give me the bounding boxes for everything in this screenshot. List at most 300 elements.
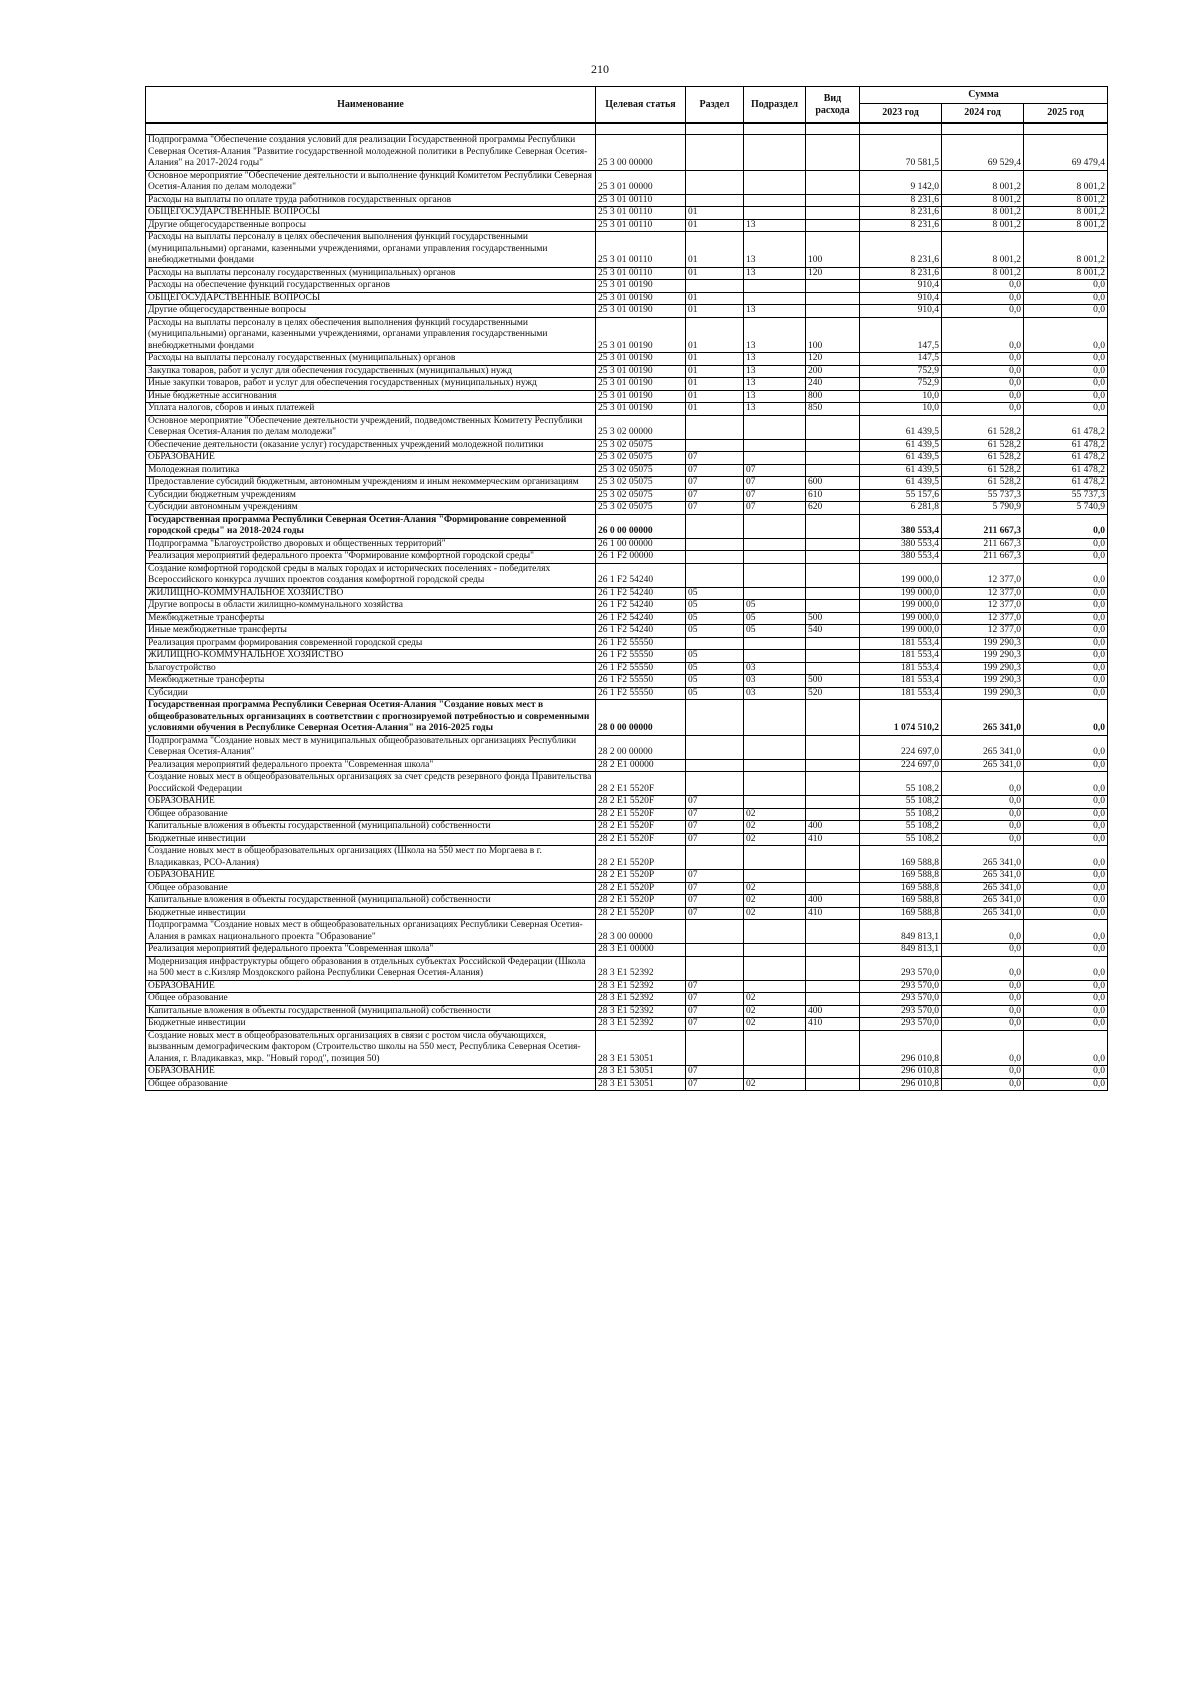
cell-2024: 0,0: [942, 772, 1024, 796]
cell-2025: 8 001,2: [1024, 170, 1108, 194]
cell-2024: 0,0: [942, 993, 1024, 1006]
cell-2025: 0,0: [1024, 920, 1108, 944]
cell-subsection: [744, 650, 806, 663]
cell-section: 01: [686, 232, 744, 268]
header-section: Раздел: [686, 87, 744, 124]
cell-2023: 910,4: [860, 292, 942, 305]
cell-subsection: 07: [744, 502, 806, 515]
cell-2025: 5 740,9: [1024, 502, 1108, 515]
cell-2025: 8 001,2: [1024, 232, 1108, 268]
cell-section: [686, 439, 744, 452]
cell-section: 07: [686, 1005, 744, 1018]
cell-2025: 0,0: [1024, 735, 1108, 759]
table-row: [146, 796, 1108, 809]
cell-2025: 0,0: [1024, 796, 1108, 809]
cell-2023: 199 000,0: [860, 587, 942, 600]
cell-target: 25 3 01 00190: [596, 292, 686, 305]
cell-target: 28 0 00 00000: [596, 700, 686, 736]
cell-subsection: 07: [744, 464, 806, 477]
cell-target: 28 2 00 00000: [596, 735, 686, 759]
cell-name: Расходы на выплаты по оплате труда работников государственных органов: [146, 194, 596, 207]
cell-2024: 0,0: [942, 353, 1024, 366]
cell-2025: 0,0: [1024, 1030, 1108, 1066]
cell-section: [686, 1030, 744, 1066]
cell-2024: 199 290,3: [942, 637, 1024, 650]
cell-subsection: 13: [744, 390, 806, 403]
cell-2024: 8 001,2: [942, 194, 1024, 207]
cell-expense-type: [806, 1078, 860, 1091]
cell-name: Общее образование: [146, 1078, 596, 1091]
table-row: [146, 489, 1108, 502]
cell-2025: 0,0: [1024, 612, 1108, 625]
cell-2023: 70 581,5: [860, 135, 942, 171]
cell-expense-type: [806, 305, 860, 318]
cell-subsection: 02: [744, 895, 806, 908]
cell-expense-type: [806, 207, 860, 220]
cell-2023: 296 010,8: [860, 1030, 942, 1066]
cell-2023: 169 588,8: [860, 870, 942, 883]
cell-2023: 293 570,0: [860, 1005, 942, 1018]
cell-section: 01: [686, 403, 744, 416]
cell-2024: 211 667,3: [942, 538, 1024, 551]
cell-target: 25 3 02 05075: [596, 452, 686, 465]
cell-2025: 0,0: [1024, 1066, 1108, 1079]
cell-2023: 296 010,8: [860, 1078, 942, 1091]
cell-2023: 8 231,6: [860, 232, 942, 268]
cell-2024: 199 290,3: [942, 687, 1024, 700]
cell-2025: 0,0: [1024, 600, 1108, 613]
cell-2025: 0,0: [1024, 687, 1108, 700]
table-row: [146, 563, 1108, 587]
cell-subsection: 13: [744, 378, 806, 391]
cell-name: Капитальные вложения в объекты государственной (муниципальной) собственности: [146, 821, 596, 834]
cell-expense-type: 610: [806, 489, 860, 502]
cell-2025: 0,0: [1024, 280, 1108, 293]
cell-expense-type: 120: [806, 353, 860, 366]
cell-2023: 8 231,6: [860, 219, 942, 232]
cell-subsection: 13: [744, 317, 806, 353]
table-row: [146, 907, 1108, 920]
cell-section: 07: [686, 808, 744, 821]
table-row: [146, 687, 1108, 700]
cell-expense-type: 400: [806, 821, 860, 834]
cell-target: 26 1 F2 54240: [596, 587, 686, 600]
cell-section: [686, 170, 744, 194]
cell-subsection: 02: [744, 1078, 806, 1091]
cell-target: 28 3 E1 52392: [596, 1018, 686, 1031]
cell-name: Реализация мероприятий федерального проекта "Современная школа": [146, 944, 596, 957]
cell-target: 25 3 01 00110: [596, 267, 686, 280]
cell-subsection: [744, 980, 806, 993]
cell-2025: 0,0: [1024, 514, 1108, 538]
cell-section: [686, 194, 744, 207]
cell-name: Основное мероприятие "Обеспечение деятельности и выполнение функций Комитетом Республики Северная Осетия-Алания по делам молодежи": [146, 170, 596, 194]
cell-target: 25 3 02 05075: [596, 464, 686, 477]
cell-subsection: 13: [744, 353, 806, 366]
cell-2023: 10,0: [860, 390, 942, 403]
table-row: [146, 1066, 1108, 1079]
table-row: [146, 846, 1108, 870]
table-row: [146, 415, 1108, 439]
cell-target: 26 1 F2 55550: [596, 675, 686, 688]
cell-name: Другие общегосударственные вопросы: [146, 219, 596, 232]
cell-2025: 0,0: [1024, 1005, 1108, 1018]
cell-subsection: [744, 1030, 806, 1066]
cell-section: 01: [686, 305, 744, 318]
cell-target: 25 3 01 00110: [596, 219, 686, 232]
table-row: [146, 662, 1108, 675]
cell-target: 28 3 E1 52392: [596, 993, 686, 1006]
table-header: [146, 87, 1108, 135]
cell-2025: 0,0: [1024, 1018, 1108, 1031]
cell-2023: 61 439,5: [860, 439, 942, 452]
cell-2024: 265 341,0: [942, 735, 1024, 759]
cell-2025: 0,0: [1024, 403, 1108, 416]
cell-2024: 0,0: [942, 808, 1024, 821]
cell-target: 28 2 E1 5520P: [596, 895, 686, 908]
cell-name: Расходы на выплаты персоналу в целях обеспечения выполнения функций государственными (муниципальными) органами, казенными учреждениями, органами управления государственными внебюджетными фондами: [146, 232, 596, 268]
cell-expense-type: 850: [806, 403, 860, 416]
table-row: [146, 956, 1108, 980]
cell-2025: 0,0: [1024, 700, 1108, 736]
cell-2025: 0,0: [1024, 980, 1108, 993]
cell-2023: 10,0: [860, 403, 942, 416]
cell-target: 28 2 E1 5520P: [596, 870, 686, 883]
cell-name: Субсидии: [146, 687, 596, 700]
cell-2025: 8 001,2: [1024, 219, 1108, 232]
header-subsection: Подраздел: [744, 87, 806, 124]
cell-2025: 0,0: [1024, 846, 1108, 870]
cell-2023: 61 439,5: [860, 464, 942, 477]
cell-2025: 0,0: [1024, 993, 1108, 1006]
table-row: [146, 600, 1108, 613]
table-row: [146, 194, 1108, 207]
table-row: [146, 920, 1108, 944]
cell-2023: 55 108,2: [860, 833, 942, 846]
cell-expense-type: 120: [806, 267, 860, 280]
cell-subsection: 02: [744, 1018, 806, 1031]
cell-2025: 0,0: [1024, 956, 1108, 980]
cell-2024: 0,0: [942, 403, 1024, 416]
cell-expense-type: 600: [806, 477, 860, 490]
cell-section: 01: [686, 219, 744, 232]
cell-expense-type: [806, 135, 860, 171]
cell-2024: 0,0: [942, 292, 1024, 305]
table-row: [146, 292, 1108, 305]
cell-target: 26 1 F2 55550: [596, 650, 686, 663]
cell-2023: 55 108,2: [860, 796, 942, 809]
cell-2024: 199 290,3: [942, 675, 1024, 688]
cell-2024: 0,0: [942, 1030, 1024, 1066]
cell-subsection: 13: [744, 232, 806, 268]
cell-section: 07: [686, 882, 744, 895]
cell-2025: 0,0: [1024, 662, 1108, 675]
cell-2023: 6 281,8: [860, 502, 942, 515]
cell-target: 25 3 01 00190: [596, 280, 686, 293]
cell-name: Реализация программ формирования современной городской среды: [146, 637, 596, 650]
cell-target: 28 2 E1 5520F: [596, 772, 686, 796]
cell-section: 01: [686, 378, 744, 391]
cell-subsection: [744, 735, 806, 759]
cell-subsection: 07: [744, 477, 806, 490]
cell-expense-type: [806, 452, 860, 465]
cell-2023: 1 074 510,2: [860, 700, 942, 736]
table-row: [146, 353, 1108, 366]
header-2024: 2024 год: [942, 104, 1024, 124]
cell-subsection: [744, 439, 806, 452]
cell-2025: 0,0: [1024, 305, 1108, 318]
cell-subsection: [744, 170, 806, 194]
cell-2023: 169 588,8: [860, 907, 942, 920]
cell-section: 07: [686, 833, 744, 846]
cell-section: [686, 956, 744, 980]
cell-subsection: [744, 637, 806, 650]
cell-2025: 0,0: [1024, 759, 1108, 772]
cell-subsection: 13: [744, 267, 806, 280]
cell-subsection: 07: [744, 489, 806, 502]
cell-expense-type: [806, 464, 860, 477]
cell-2025: 0,0: [1024, 625, 1108, 638]
cell-section: 05: [686, 600, 744, 613]
cell-expense-type: [806, 920, 860, 944]
cell-section: 01: [686, 353, 744, 366]
cell-name: Общее образование: [146, 993, 596, 1006]
cell-2025: 8 001,2: [1024, 267, 1108, 280]
cell-subsection: 03: [744, 675, 806, 688]
cell-section: 05: [686, 625, 744, 638]
cell-2025: 0,0: [1024, 1078, 1108, 1091]
cell-2024: 8 001,2: [942, 170, 1024, 194]
cell-name: ОБРАЗОВАНИЕ: [146, 796, 596, 809]
cell-expense-type: [806, 415, 860, 439]
cell-2023: 296 010,8: [860, 1066, 942, 1079]
table-row: [146, 1030, 1108, 1066]
cell-subsection: 03: [744, 687, 806, 700]
cell-name: ОБЩЕГОСУДАРСТВЕННЫЕ ВОПРОСЫ: [146, 292, 596, 305]
cell-subsection: [744, 280, 806, 293]
cell-subsection: 05: [744, 625, 806, 638]
cell-expense-type: [806, 980, 860, 993]
cell-subsection: [744, 920, 806, 944]
table-row: [146, 759, 1108, 772]
cell-section: 01: [686, 207, 744, 220]
cell-2024: 0,0: [942, 796, 1024, 809]
cell-target: 26 1 F2 54240: [596, 563, 686, 587]
cell-2024: 0,0: [942, 944, 1024, 957]
cell-2024: 12 377,0: [942, 625, 1024, 638]
cell-subsection: 05: [744, 612, 806, 625]
cell-subsection: [744, 700, 806, 736]
cell-expense-type: [806, 882, 860, 895]
cell-expense-type: 500: [806, 675, 860, 688]
cell-name: Субсидии автономным учреждениям: [146, 502, 596, 515]
table-row: [146, 365, 1108, 378]
cell-subsection: [744, 587, 806, 600]
cell-2023: 849 813,1: [860, 920, 942, 944]
cell-target: 28 3 E1 52392: [596, 1005, 686, 1018]
cell-subsection: [744, 1066, 806, 1079]
cell-target: 25 3 00 00000: [596, 135, 686, 171]
cell-2023: 55 108,2: [860, 821, 942, 834]
cell-2023: 169 588,8: [860, 846, 942, 870]
cell-name: Создание новых мест в общеобразовательных организациях (Школа на 550 мест по Моргаева в г. Владикавказ, РСО-Алания): [146, 846, 596, 870]
cell-2025: 8 001,2: [1024, 207, 1108, 220]
table-row: [146, 870, 1108, 883]
table-row: [146, 637, 1108, 650]
cell-2023: 380 553,4: [860, 514, 942, 538]
cell-2023: 224 697,0: [860, 759, 942, 772]
cell-section: 07: [686, 796, 744, 809]
cell-2025: 69 479,4: [1024, 135, 1108, 171]
cell-2025: 61 478,2: [1024, 439, 1108, 452]
cell-expense-type: 100: [806, 317, 860, 353]
cell-name: Другие вопросы в области жилищно-коммунального хозяйства: [146, 600, 596, 613]
cell-expense-type: [806, 587, 860, 600]
cell-section: 07: [686, 870, 744, 883]
cell-2023: 55 157,6: [860, 489, 942, 502]
cell-expense-type: 200: [806, 365, 860, 378]
cell-2024: 0,0: [942, 305, 1024, 318]
table-row: [146, 821, 1108, 834]
cell-expense-type: [806, 637, 860, 650]
cell-2024: 61 528,2: [942, 415, 1024, 439]
cell-section: 05: [686, 662, 744, 675]
cell-target: 25 3 01 00190: [596, 390, 686, 403]
cell-2025: 0,0: [1024, 538, 1108, 551]
cell-subsection: 02: [744, 993, 806, 1006]
cell-expense-type: [806, 944, 860, 957]
cell-target: 28 3 E1 53051: [596, 1066, 686, 1079]
cell-2024: 12 377,0: [942, 563, 1024, 587]
cell-subsection: [744, 538, 806, 551]
cell-section: 07: [686, 464, 744, 477]
cell-section: [686, 280, 744, 293]
cell-2024: 0,0: [942, 821, 1024, 834]
table-row: [146, 135, 1108, 171]
cell-expense-type: 800: [806, 390, 860, 403]
table-row: [146, 232, 1108, 268]
cell-2024: 61 528,2: [942, 439, 1024, 452]
cell-subsection: [744, 846, 806, 870]
cell-section: [686, 514, 744, 538]
cell-name: Предоставление субсидий бюджетным, автономным учреждениям и иным некоммерческим организациям: [146, 477, 596, 490]
cell-name: ОБРАЗОВАНИЕ: [146, 980, 596, 993]
cell-subsection: 02: [744, 882, 806, 895]
cell-section: 07: [686, 821, 744, 834]
cell-2025: 0,0: [1024, 772, 1108, 796]
cell-section: 05: [686, 612, 744, 625]
cell-section: [686, 920, 744, 944]
table-row: [146, 219, 1108, 232]
cell-2023: 169 588,8: [860, 895, 942, 908]
cell-2023: 61 439,5: [860, 452, 942, 465]
cell-2024: 8 001,2: [942, 232, 1024, 268]
cell-2025: 0,0: [1024, 808, 1108, 821]
cell-2024: 0,0: [942, 365, 1024, 378]
cell-name: Расходы на выплаты персоналу государственных (муниципальных) органов: [146, 267, 596, 280]
cell-subsection: 13: [744, 365, 806, 378]
cell-target: 25 3 01 00190: [596, 403, 686, 416]
table-row: [146, 502, 1108, 515]
cell-subsection: 13: [744, 403, 806, 416]
cell-section: 01: [686, 390, 744, 403]
cell-2023: 910,4: [860, 305, 942, 318]
cell-section: [686, 563, 744, 587]
cell-2024: 12 377,0: [942, 600, 1024, 613]
cell-target: 26 1 F2 55550: [596, 662, 686, 675]
cell-name: Молодежная политика: [146, 464, 596, 477]
table-row: [146, 452, 1108, 465]
cell-subsection: [744, 796, 806, 809]
table-row: [146, 612, 1108, 625]
cell-2023: 61 439,5: [860, 477, 942, 490]
cell-target: 25 3 02 05075: [596, 502, 686, 515]
cell-subsection: 02: [744, 821, 806, 834]
cell-name: Создание новых мест в общеобразовательных организациях за счет средств резервного фонда Правительства Российской Федерации: [146, 772, 596, 796]
cell-2023: 380 553,4: [860, 551, 942, 564]
cell-expense-type: 410: [806, 1018, 860, 1031]
cell-name: Иные бюджетные ассигнования: [146, 390, 596, 403]
cell-section: [686, 759, 744, 772]
cell-2023: 752,9: [860, 365, 942, 378]
table-row: [146, 551, 1108, 564]
cell-2024: 211 667,3: [942, 551, 1024, 564]
cell-2024: 69 529,4: [942, 135, 1024, 171]
table-row: [146, 514, 1108, 538]
table-row: [146, 735, 1108, 759]
cell-2025: 55 737,3: [1024, 489, 1108, 502]
cell-target: 25 3 01 00110: [596, 207, 686, 220]
cell-2024: 211 667,3: [942, 514, 1024, 538]
cell-2024: 199 290,3: [942, 662, 1024, 675]
cell-name: Государственная программа Республики Северная Осетия-Алания "Создание новых мест в общеобразовательных организациях в соответствии с прогнозируемой потребностью и современными условиями обучения в Республике Северная Осетия-Алания" на 2016-2025 годы: [146, 700, 596, 736]
cell-2023: 147,5: [860, 353, 942, 366]
cell-subsection: [744, 135, 806, 171]
cell-2024: 61 528,2: [942, 452, 1024, 465]
cell-name: ЖИЛИЩНО-КОММУНАЛЬНОЕ ХОЗЯЙСТВО: [146, 650, 596, 663]
cell-name: Закупка товаров, работ и услуг для обеспечения государственных (муниципальных) нужд: [146, 365, 596, 378]
cell-target: 28 2 E1 5520F: [596, 833, 686, 846]
cell-section: 07: [686, 477, 744, 490]
cell-2023: 9 142,0: [860, 170, 942, 194]
cell-2023: 181 553,4: [860, 675, 942, 688]
table-row: [146, 390, 1108, 403]
cell-target: 28 3 E1 53051: [596, 1078, 686, 1091]
cell-subsection: [744, 956, 806, 980]
cell-name: Бюджетные инвестиции: [146, 833, 596, 846]
cell-expense-type: [806, 439, 860, 452]
cell-2023: 169 588,8: [860, 882, 942, 895]
cell-2024: 265 341,0: [942, 907, 1024, 920]
cell-section: 07: [686, 502, 744, 515]
cell-2025: 0,0: [1024, 390, 1108, 403]
cell-subsection: [744, 452, 806, 465]
cell-2024: 0,0: [942, 956, 1024, 980]
cell-expense-type: [806, 1030, 860, 1066]
cell-expense-type: [806, 956, 860, 980]
cell-expense-type: [806, 993, 860, 1006]
cell-subsection: [744, 759, 806, 772]
table-row: [146, 439, 1108, 452]
cell-subsection: 13: [744, 219, 806, 232]
cell-name: Подпрограмма "Обеспечение создания условий для реализации Государственной программы Республики Северная Осетия-Алания "Развитие государственной молодежной политики в Республике Северная Осетия-Алания" на 2017-2024 годы": [146, 135, 596, 171]
cell-section: 05: [686, 650, 744, 663]
cell-subsection: 05: [744, 600, 806, 613]
cell-target: 25 3 02 05075: [596, 439, 686, 452]
cell-expense-type: [806, 808, 860, 821]
cell-name: Благоустройство: [146, 662, 596, 675]
cell-name: Реализация мероприятий федерального проекта "Современная школа": [146, 759, 596, 772]
